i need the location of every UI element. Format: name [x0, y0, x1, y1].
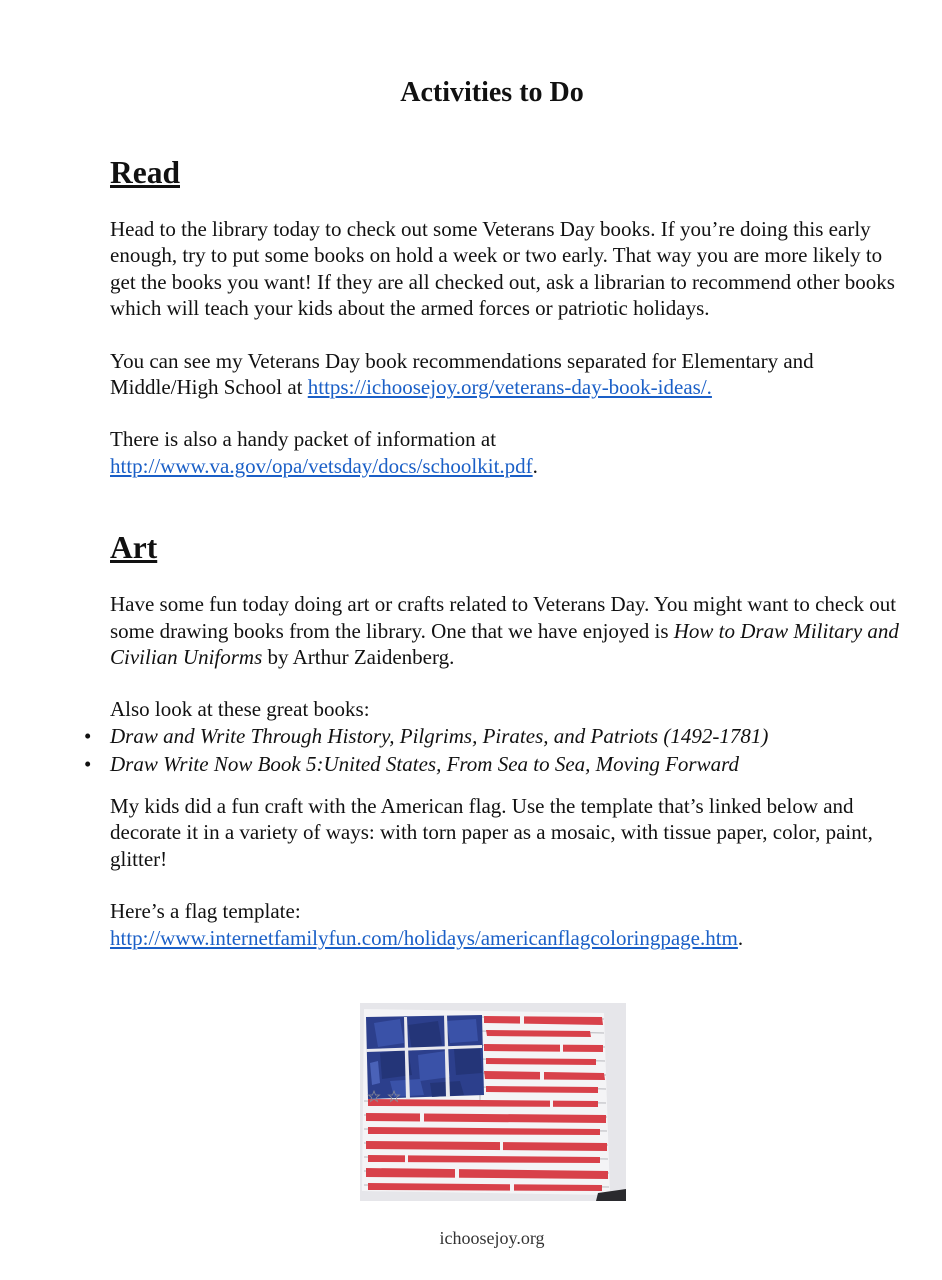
book-ideas-link[interactable]: https://ichoosejoy.org/veterans-day-book-ideas/.	[307, 375, 712, 400]
list-item	[84, 751, 910, 779]
flag-craft-illustration	[360, 1003, 626, 1201]
art-paragraph-3	[110, 898, 910, 951]
art-paragraph-1-end: by Arthur Zaidenberg.	[262, 645, 455, 670]
art-paragraph-1	[110, 591, 910, 670]
schoolkit-link[interactable]: http://www.va.gov/opa/vetsday/docs/schoolkit.pdf	[110, 453, 533, 478]
art-heading: Art	[110, 530, 158, 566]
list-item	[84, 723, 910, 751]
read-heading: Read	[110, 155, 180, 190]
art-paragraph-3-end: .	[737, 925, 744, 950]
bullet-icon: •	[84, 751, 92, 776]
book-list	[84, 723, 910, 779]
bullet-icon: •	[84, 723, 92, 748]
flag-craft-photo	[360, 1003, 626, 1201]
page-title: Activities to Do	[400, 77, 584, 108]
read-paragraph-1: Head to the library today to check out some Veterans Day books. If you’re doing this early enough, try to put some books on hold a week or two early. That way you are more likely to get the books you want! If they are all checked out, ask a librarian to recommend other books which will teach your kids about the armed forces or patriotic holidays.	[110, 217, 895, 321]
book-title: Draw Write Now Book 5:United States, From Sea to Sea, Moving Forward	[110, 751, 739, 776]
book-title: Draw and Write Through History, Pilgrims, Pirates, and Patriots (1492-1781)	[110, 723, 769, 748]
art-paragraph-2: My kids did a fun craft with the American flag. Use the template that’s linked below and decorate it in a variety of ways: with torn paper as a mosaic, with tissue paper, color, paint, glitter!	[110, 793, 873, 871]
content-body	[84, 155, 910, 951]
books-intro: Also look at these great books:	[110, 697, 370, 722]
blue-canton	[366, 1015, 484, 1099]
read-paragraph-3-text: There is also a handy packet of information at	[110, 427, 497, 452]
read-paragraph-3	[110, 426, 910, 479]
read-paragraph-2	[110, 348, 910, 401]
flag-template-link[interactable]: http://www.internetfamilyfun.com/holidays/americanflagcoloringpage.htm	[110, 925, 738, 950]
art-paragraph-3-text: Here’s a flag template:	[110, 899, 301, 924]
read-paragraph-3-end: .	[532, 453, 538, 478]
art-paragraph-1-text: Have some fun today doing art or crafts related to Veterans Day. You might want to check out some drawing books from the library. One that we have enjoyed is	[110, 592, 897, 643]
read-paragraph-2-text: You can see my Veterans Day book recommendations separated for Elementary and Middle/High School at	[110, 348, 814, 400]
uniforms-book-title: How to Draw Military and Civilian Uniforms	[110, 618, 899, 670]
footer-site-name: ichoosejoy.org	[439, 1228, 545, 1248]
